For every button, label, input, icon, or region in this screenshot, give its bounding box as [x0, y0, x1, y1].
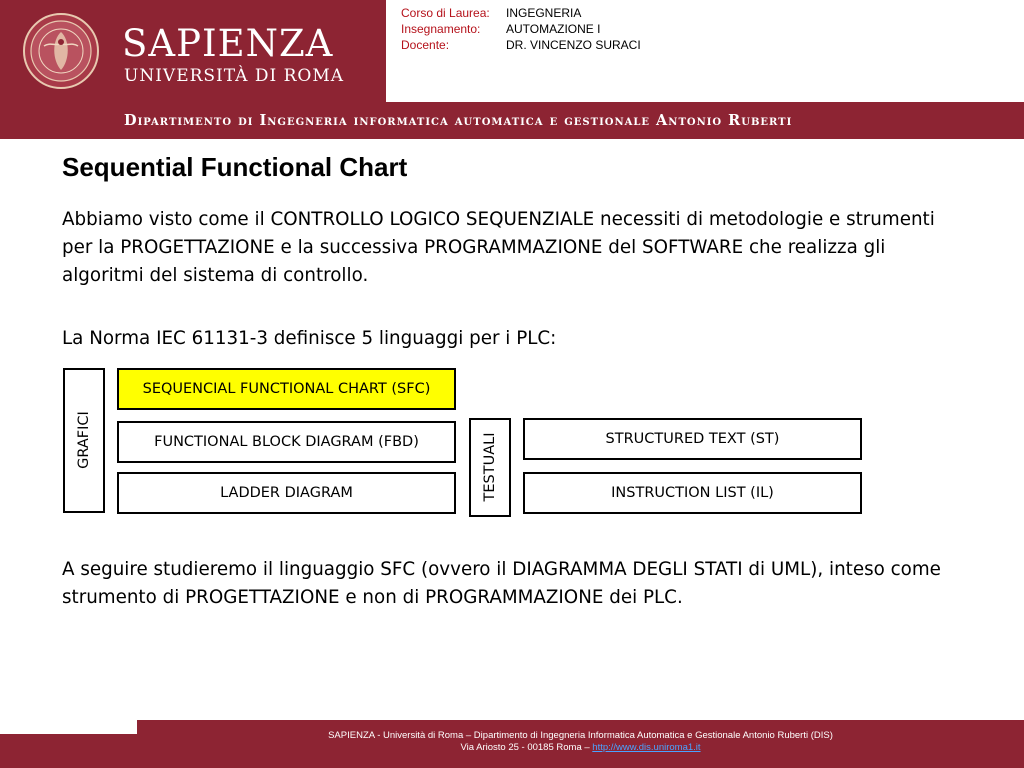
university-name: SAPIENZA	[122, 22, 334, 65]
footer-address: SAPIENZA - Università di Roma – Dipartimento di Ingegneria Informatica Automatica e Gestionale Antonio Ruberti (DIS)	[328, 730, 833, 741]
university-subtitle: UNIVERSITÀ DI ROMA	[124, 66, 345, 86]
info-row-course	[401, 5, 641, 21]
info-row-subject	[401, 21, 641, 37]
footer-website-link[interactable]: http://www.dis.uniroma1.it	[592, 742, 701, 753]
group-textual-label: TESTUALI	[482, 432, 498, 502]
group-graphic-label: GRAFICI	[76, 411, 92, 469]
info-value: AUTOMAZIONE I	[506, 22, 601, 36]
paragraph-intro: Abbiamo visto come il CONTROLLO LOGICO SEQUENZIALE necessiti di metodologie e strumenti per la PROGETTAZIONE e la successiva PROGRAMMAZIONE del SOFTWARE che realizza gli algoritmi del sistema di controllo.	[62, 209, 935, 286]
paragraph-conclusion: A seguire studieremo il linguaggio SFC (ovvero il DIAGRAMMA DEGLI STATI di UML), inteso come strumento di PROGETTAZIONE e non di PROGRAMMAZIONE dei PLC.	[62, 559, 941, 608]
footer-strip	[0, 734, 137, 768]
slide-title: Sequential Functional Chart	[62, 152, 408, 182]
box-st: STRUCTURED TEXT (ST)	[523, 418, 862, 460]
footer-contact	[137, 742, 1024, 753]
info-key: Corso di Laurea:	[401, 6, 490, 20]
box-ladder: LADDER DIAGRAM	[117, 472, 456, 514]
department-name: Dipartimento di Ingegneria informatica automatica e gestionale Antonio Ruberti	[124, 112, 793, 129]
info-row-teacher	[401, 37, 641, 53]
sapienza-seal-icon	[22, 12, 100, 90]
box-sfc: SEQUENCIAL FUNCTIONAL CHART (SFC)	[117, 368, 456, 410]
info-value: DR. VINCENZO SURACI	[506, 38, 641, 52]
info-key: Docente:	[401, 38, 450, 52]
info-key: Insegnamento:	[401, 22, 481, 36]
course-info	[401, 5, 641, 53]
info-value: INGEGNERIA	[506, 6, 582, 20]
box-il: INSTRUCTION LIST (IL)	[523, 472, 862, 514]
paragraph-norm: La Norma IEC 61131-3 definisce 5 linguaggi per i PLC:	[62, 328, 557, 349]
footer-street: Via Ariosto 25 - 00185 Roma –	[460, 742, 593, 753]
box-fbd: FUNCTIONAL BLOCK DIAGRAM (FBD)	[117, 421, 456, 463]
